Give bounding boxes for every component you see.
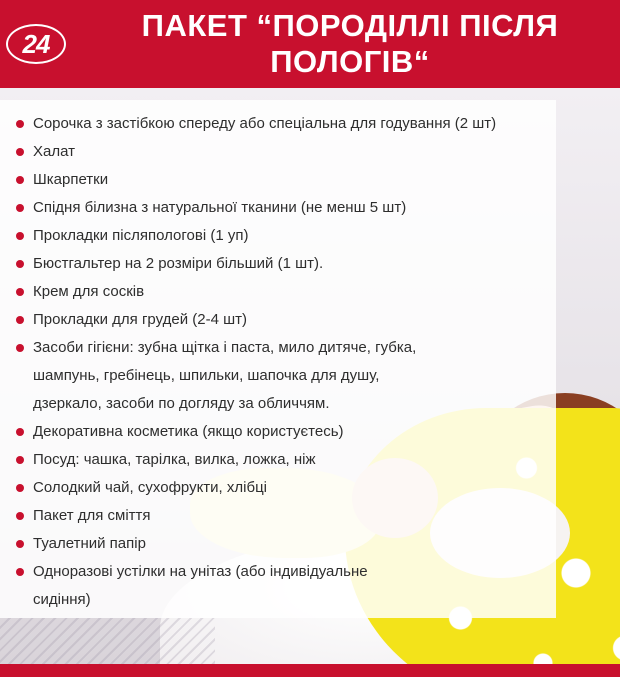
bullet-icon <box>16 484 24 492</box>
list-item: Пакет для сміття <box>0 502 556 530</box>
list-item: Солодкий чай, сухофрукти, хлібці <box>0 474 556 502</box>
list-item: Прокладки для грудей (2-4 шт) <box>0 306 556 334</box>
bullet-icon <box>16 232 24 240</box>
list-item: Посуд: чашка, тарілка, вилка, ложка, ніж <box>0 446 556 474</box>
decorative-stripes <box>0 618 215 664</box>
bullet-icon <box>16 288 24 296</box>
list-item: Туалетний папір <box>0 530 556 558</box>
bullet-icon <box>16 120 24 128</box>
list-item: Шкарпетки <box>0 166 556 194</box>
bullet-icon <box>16 148 24 156</box>
list-item: Спідня білизна з натуральної тканини (не менш 5 шт) <box>0 194 556 222</box>
bullet-icon <box>16 568 24 576</box>
bullet-icon <box>16 344 24 352</box>
list-item: Бюстгальтер на 2 розміри більший (1 шт). <box>0 250 556 278</box>
bullet-icon <box>16 428 24 436</box>
checklist <box>0 110 556 614</box>
footer-bar <box>0 664 620 677</box>
list-item: Сорочка з застібкою спереду або спеціальна для годування (2 шт) <box>0 110 556 138</box>
bullet-icon <box>16 176 24 184</box>
list-item: Декоративна косметика (якщо користуєтесь) <box>0 418 556 446</box>
bullet-icon <box>16 512 24 520</box>
header-bar <box>0 0 620 88</box>
list-item: Халат <box>0 138 556 166</box>
list-item: Прокладки післяпологові (1 уп) <box>0 222 556 250</box>
list-item: Крем для сосків <box>0 278 556 306</box>
channel-24-logo[interactable]: 24 <box>6 24 66 64</box>
list-item: Одноразові устілки на унітаз (або індивідуальне сидіння) <box>0 558 556 614</box>
list-item: Засоби гігієни: зубна щітка і паста, мило дитяче, губка, шампунь, гребінець, шпильки, шапочка для душу, дзеркало, засоби по догляду за обличчям. <box>0 334 556 418</box>
page-title: ПАКЕТ “ПОРОДІЛЛІ ПІСЛЯ ПОЛОГІВ“ <box>141 8 559 79</box>
bullet-icon <box>16 316 24 324</box>
bullet-icon <box>16 204 24 212</box>
bullet-icon <box>16 540 24 548</box>
bullet-icon <box>16 456 24 464</box>
bullet-icon <box>16 260 24 268</box>
checklist-panel <box>0 100 556 618</box>
